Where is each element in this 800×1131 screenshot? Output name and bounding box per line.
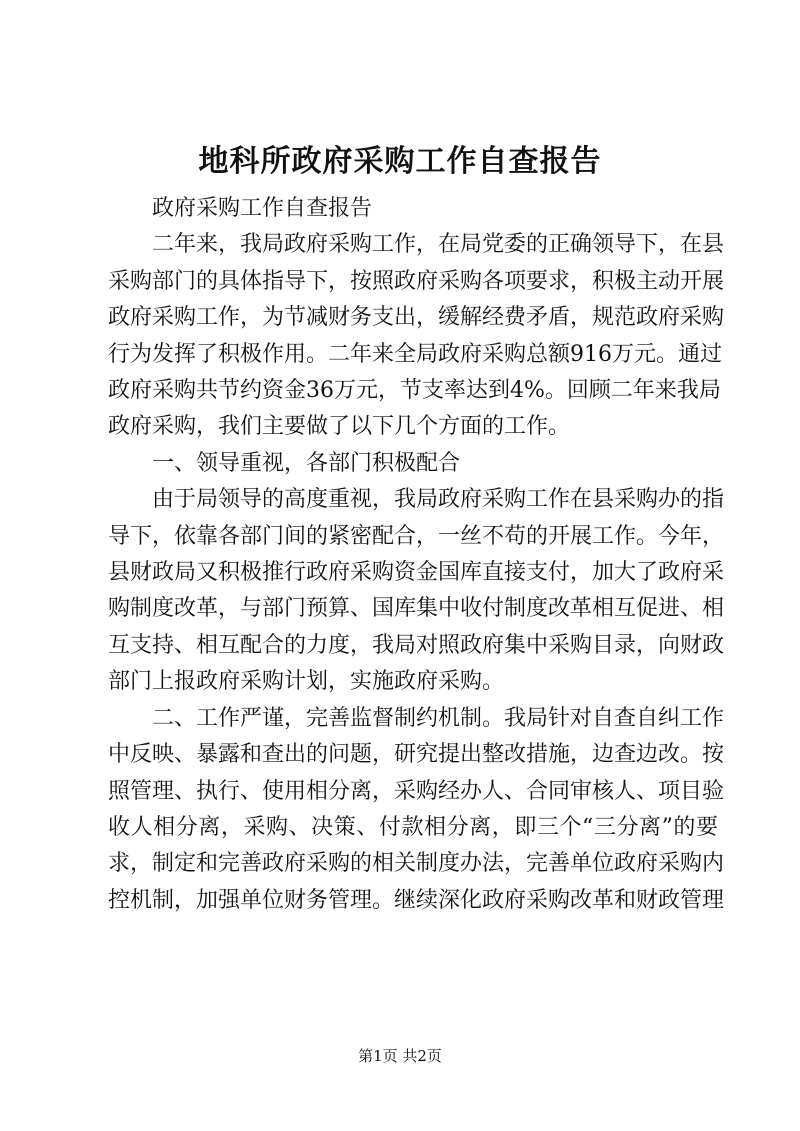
page-footer: 第1页 共2页 bbox=[358, 1047, 442, 1065]
body-text-line: 求，制定和完善政府采购的相关制度办法，完善单位政府采购内 bbox=[108, 851, 725, 877]
body-text-line: 互支持、相互配合的力度，我局对照政府集中采购目录，向财政 bbox=[108, 632, 725, 658]
body-text-line: 由于局领导的高度重视，我局政府采购工作在县采购办的指 bbox=[152, 487, 725, 513]
body-text-line: 购制度改革，与部门预算、国库集中收付制度改革相互促进、相 bbox=[108, 596, 725, 622]
body-text-line: 部门上报政府采购计划，实施政府采购。 bbox=[108, 669, 505, 695]
document-title: 地科所政府采购工作自查报告 bbox=[198, 144, 602, 179]
body-text-line: 政府采购共节约资金36万元，节支率达到4%。回顾二年来我局 bbox=[108, 378, 721, 404]
body-text-line: 二、工作严谨，完善监督制约机制。我局针对自查自纠工作 bbox=[152, 705, 725, 731]
body-text-line: 二年来，我局政府采购工作，在局党委的正确领导下，在县 bbox=[152, 232, 725, 258]
body-text-line: 政府采购，我们主要做了以下几个方面的工作。 bbox=[108, 414, 571, 440]
body-text-line: 照管理、执行、使用相分离，采购经办人、合同审核人、项目验 bbox=[108, 778, 725, 804]
body-text-line: 收人相分离，采购、决策、付款相分离，即三个“三分离”的要 bbox=[108, 814, 718, 840]
body-text-line: 导下，依靠各部门间的紧密配合，一丝不苟的开展工作。今年， bbox=[108, 523, 725, 549]
body-text-line: 一、领导重视，各部门积极配合 bbox=[152, 450, 461, 476]
body-text-line: 采购部门的具体指导下，按照政府采购各项要求，积极主动开展 bbox=[108, 268, 725, 294]
body-text-line: 行为发挥了积极作用。二年来全局政府采购总额916万元。通过 bbox=[108, 341, 722, 367]
body-text-line: 政府采购工作，为节减财务支出，缓解经费矛盾，规范政府采购 bbox=[108, 305, 725, 331]
body-text-line: 控机制，加强单位财务管理。继续深化政府采购改革和财政管理 bbox=[108, 887, 725, 913]
document-body bbox=[108, 191, 725, 919]
body-text-line: 中反映、暴露和查出的问题，研究提出整改措施，边查边改。按 bbox=[108, 742, 725, 768]
body-text-line: 政府采购工作自查报告 bbox=[152, 196, 373, 221]
body-text-line: 县财政局又积极推行政府采购资金国库直接支付，加大了政府采 bbox=[108, 560, 725, 586]
